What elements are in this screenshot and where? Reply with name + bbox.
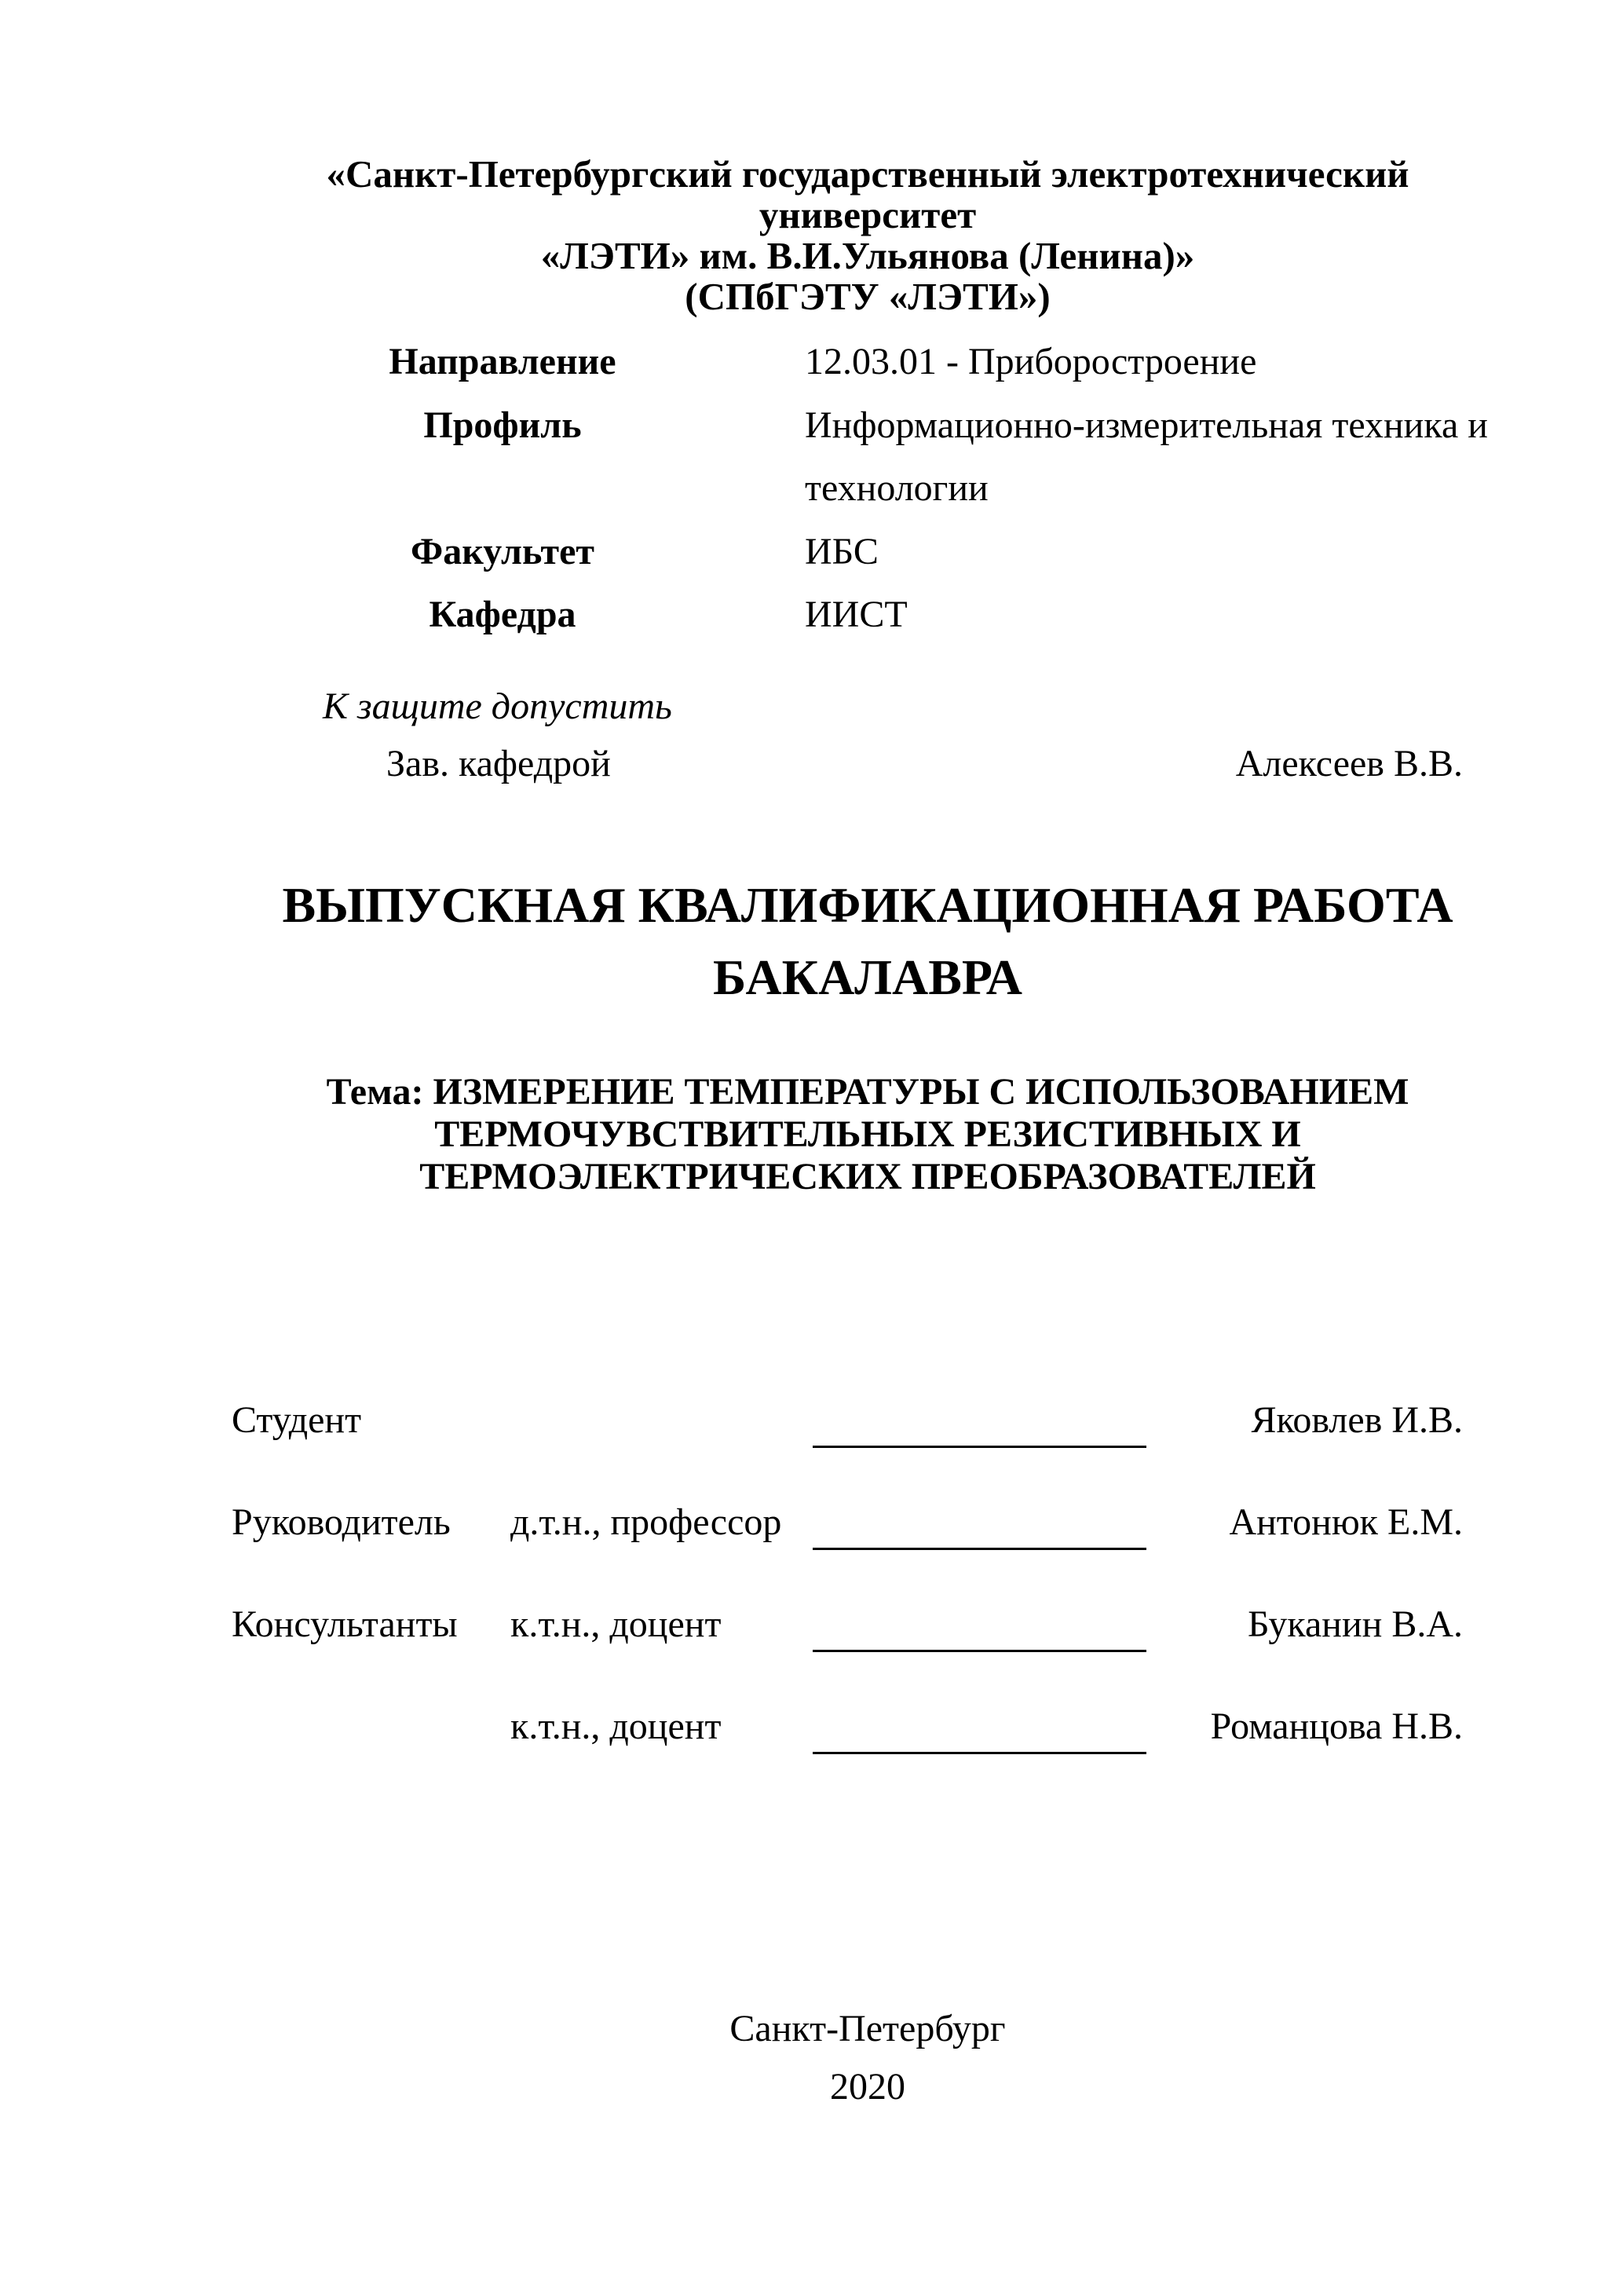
- signature-name: Антонюк Е.М.: [1229, 1501, 1463, 1543]
- footer-year: 2020: [830, 2066, 905, 2108]
- signature-row-consultant-2: [232, 1704, 1463, 1759]
- org-header: [232, 154, 1504, 317]
- org-name-line-2: «ЛЭТИ» им. В.И.Ульянова (Ленина)»: [540, 234, 1195, 277]
- admission-name: Алексеев В.В.: [1235, 743, 1463, 784]
- meta-label-direction: Направление: [389, 341, 616, 382]
- signature-role: Студент: [232, 1399, 362, 1441]
- meta-label-profile: Профиль: [423, 404, 582, 446]
- signature-line: [813, 1650, 1146, 1652]
- meta-label-department: Кафедра: [429, 594, 576, 635]
- meta-value-faculty: ИБС: [805, 531, 879, 572]
- signature-row-student: [232, 1398, 1463, 1453]
- signature-line: [813, 1548, 1146, 1550]
- signature-row-consultant-1: [232, 1602, 1463, 1657]
- topic-line-2: ТЕРМОЧУВСТВИТЕЛЬНЫХ РЕЗИСТИВНЫХ И: [434, 1113, 1301, 1155]
- admission-role: Зав. кафедрой: [386, 743, 611, 784]
- signature-line: [813, 1446, 1146, 1448]
- signature-name: Романцова Н.В.: [1210, 1706, 1463, 1747]
- signature-degree: д.т.н., профессор: [510, 1501, 782, 1543]
- org-name-line-1: «Санкт-Петербургский государственный электротехнический университет: [326, 152, 1409, 236]
- signature-role: Руководитель: [232, 1501, 451, 1543]
- admission-phrase: К защите допустить: [323, 686, 672, 727]
- footer-city: Санкт-Петербург: [729, 2008, 1006, 2049]
- meta-value-department: ИИСТ: [805, 594, 908, 635]
- meta-value-profile-line-2: технологии: [805, 467, 989, 509]
- topic-line-3: ТЕРМОЭЛЕКТРИЧЕСКИХ ПРЕОБРАЗОВАТЕЛЕЙ: [419, 1156, 1316, 1197]
- topic-label: Тема:: [326, 1071, 424, 1113]
- signature-row-supervisor: [232, 1500, 1463, 1555]
- signature-degree: к.т.н., доцент: [510, 1603, 722, 1645]
- topic-text-line-1: ИЗМЕРЕНИЕ ТЕМПЕРАТУРЫ С ИСПОЛЬЗОВАНИЕМ: [433, 1071, 1409, 1113]
- thesis-title-line-2: БАКАЛАВРА: [712, 949, 1023, 1005]
- signature-name: Яковлев И.В.: [1251, 1399, 1463, 1441]
- topic-line-1: [232, 1071, 1504, 1113]
- meta-value-direction: 12.03.01 - Приборостроение: [805, 341, 1257, 382]
- signature-name: Буканин В.А.: [1247, 1603, 1463, 1645]
- org-name-line-3: (СПбГЭТУ «ЛЭТИ»): [685, 275, 1051, 318]
- signature-line: [813, 1752, 1146, 1754]
- thesis-title-line-1: ВЫПУСКНАЯ КВАЛИФИКАЦИОННАЯ РАБОТА: [282, 877, 1453, 933]
- signature-degree: к.т.н., доцент: [510, 1706, 722, 1747]
- meta-label-faculty: Факультет: [411, 531, 594, 572]
- signature-role: Консультанты: [232, 1603, 458, 1645]
- meta-value-profile-line-1: Информационно-измерительная техника и: [805, 404, 1488, 446]
